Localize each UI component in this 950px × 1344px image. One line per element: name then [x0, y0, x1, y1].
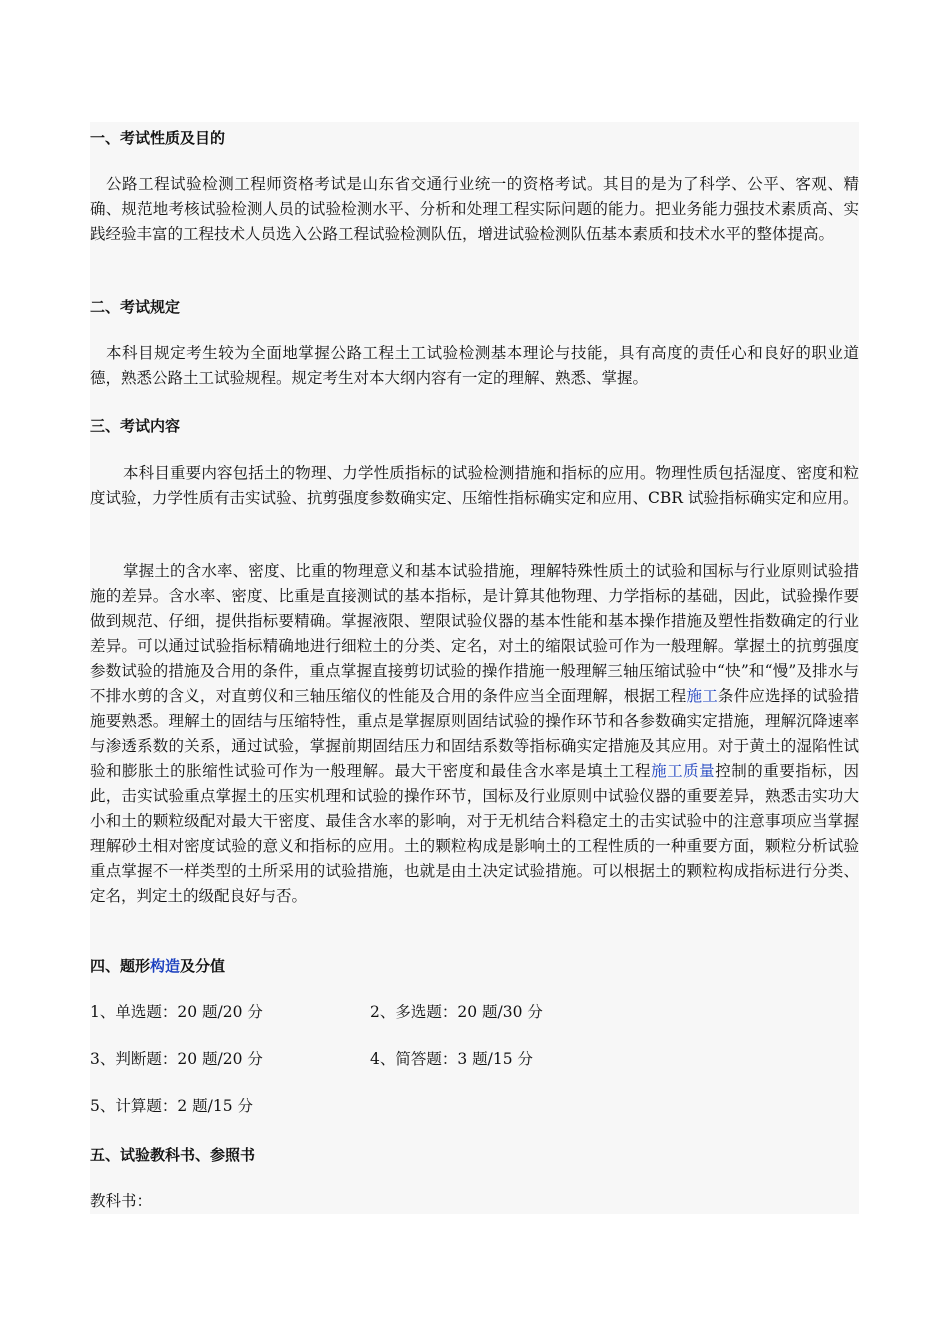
section-2-paragraph: 本科目规定考生较为全面地掌握公路工程土工试验检测基本理论与技能，具有高度的责任心和良好的职业道德，熟悉公路土工试验规程。规定考生对本大纲内容有一定的理解、熟悉、掌握。	[90, 344, 859, 387]
paragraph-text: 掌握土的含水率、密度、比重的物理意义和基本试验措施，理解特殊性质土的试验和国标与行业原则试验措施的差异。含水率、密度、比重是直接测试的基本指标，是计算其他物理、力学指标的基础，因此，试验操作要做到规范、仔细，提供指标要精确。掌握液限、塑限试验仪器的基本性能和基本操作措施及塑性指数确定的行业差异。可以通过试验指标精确地进行细粒土的分类、定名，对土的缩限试验可作为一般理解。掌握土的抗剪强度参数试验的措施及合用的条件，重点掌握直接剪切试验的操作措施一般理解三轴压缩试验中“快”和“慢”及排水与不排水剪的含义，对直剪仪和三轴压缩仪的性能及合用的条件应当全面理解，根据工程	[90, 562, 859, 705]
section-1-paragraph: 公路工程试验检测工程师资格考试是山东省交通行业统一的资格考试。其目的是为了科学、公平、客观、精确、规范地考核试验检测人员的试验检测水平、分析和处理工程实际问题的能力。把业务能力强技术素质高、实践经验丰富的工程技术人员选入公路工程试验检测队伍，增进试验检测队伍基本素质和技术水平的整体提高。	[90, 175, 859, 243]
question-type-item: 5、计算题：2 题/15 分	[90, 1097, 254, 1115]
section-5-paragraph: 教科书：	[90, 1192, 153, 1210]
construction-link[interactable]: 施工	[686, 687, 718, 705]
section-3-paragraph-2	[90, 559, 859, 909]
structure-link[interactable]: 构造	[150, 957, 181, 975]
section-1-heading: 一、考试性质及目的	[90, 129, 226, 147]
question-type-item: 1、单选题：20 题/20 分	[90, 1003, 263, 1021]
paragraph-text: 条件应选择的试验措施要熟悉。理解土的固结与压缩特性，重点是掌握原则固结试验的操作环节和各参数确实定措施，理解沉降速率与渗透系数的关系，通过试验，掌握前期固结压力和固结系数等指标确实定措施及其应用。对于黄土的湿陷性试验和膨胀土的胀缩性试验可作为一般理解。最大干密度和最佳含水率是填土工程	[90, 687, 859, 780]
document-content	[90, 122, 859, 1214]
section-3-paragraph-1: 本科目重要内容包括土的物理、力学性质指标的试验检测措施和指标的应用。物理性质包括湿度、密度和粒度试验，力学性质有击实试验、抗剪强度参数确实定、压缩性指标确实定和应用、CBR 试验指标确实定和应用。	[90, 464, 859, 507]
question-type-item: 2、多选题：20 题/30 分	[370, 1003, 543, 1021]
section-3-heading: 三、考试内容	[90, 417, 181, 435]
section-5-heading: 五、试验教科书、参照书	[90, 1146, 256, 1164]
question-type-item: 3、判断题：20 题/20 分	[90, 1050, 263, 1068]
heading-text: 及分值	[180, 957, 226, 975]
section-4-heading	[90, 954, 225, 979]
question-type-item: 4、简答题：3 题/15 分	[370, 1050, 534, 1068]
paragraph-text: 控制的重要指标，因此，击实试验重点掌握土的压实机理和试验的操作环节，国标及行业原则中试验仪器的重要差异，熟悉击实功大小和土的颗粒级配对最大干密度、最佳含水率的影响，对于无机结合料稳定土的击实试验中的注意事项应当掌握理解砂土相对密度试验的意义和指标的应用。土的颗粒构成是影响土的工程性质的一种重要方面，颗粒分析试验重点掌握不一样类型的土所采用的试验措施，也就是由土决定试验措施。可以根据土的颗粒构成指标进行分类、定名，判定土的级配良好与否。	[90, 762, 859, 905]
construction-quality-link[interactable]: 施工质量	[651, 762, 716, 780]
section-2-heading: 二、考试规定	[90, 298, 181, 316]
heading-text: 四、题形	[90, 957, 151, 975]
